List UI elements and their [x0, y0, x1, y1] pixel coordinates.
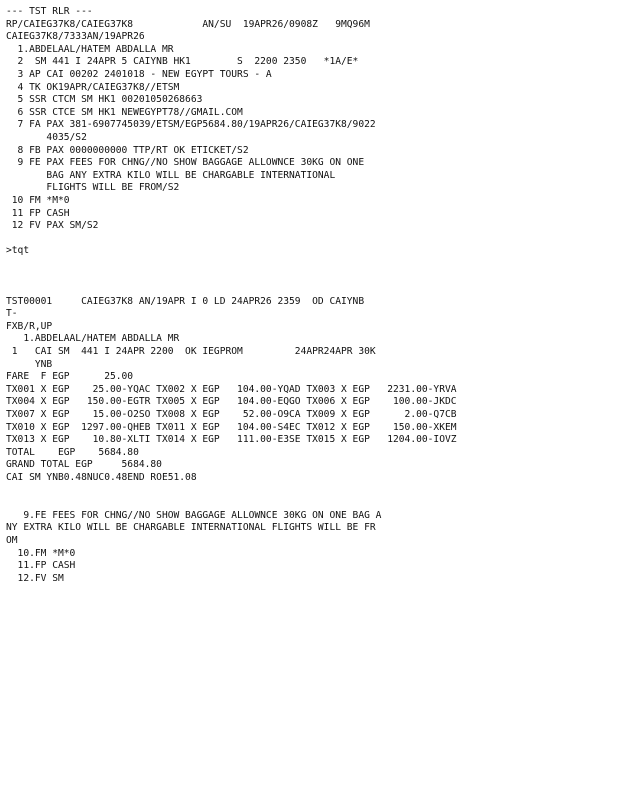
- terminal-line: 10.FM *M*0: [6, 547, 76, 559]
- terminal-line: YNB: [6, 358, 53, 370]
- terminal-line: 11.FP CASH: [6, 560, 76, 572]
- terminal-line: 1 CAI SM 441 I 24APR 2200 OK IEGPROM 24APR24APR 30K: [6, 346, 376, 358]
- terminal-line: [6, 283, 618, 296]
- terminal-line: TX001 X EGP 25.00-YQAC TX002 X EGP 104.00-YQAD TX003 X EGP 2231.00-YRVA: [6, 383, 457, 395]
- terminal-line: 5 SSR CTCM SM HK1 00201050268663: [6, 94, 203, 106]
- terminal-line: CAI SM YNB0.48NUC0.48END ROE51.08: [6, 471, 197, 483]
- terminal-line: 4 TK OK19APR/CAIEG37K8//ETSM: [6, 81, 180, 93]
- terminal-line: 9 FE PAX FEES FOR CHNG//NO SHOW BAGGAGE ALLOWNCE 30KG ON ONE: [6, 157, 365, 169]
- terminal-line: RP/CAIEG37K8/CAIEG37K8 AN/SU 19APR26/0908Z 9MQ96M: [6, 18, 370, 30]
- terminal-line: FLIGHTS WILL BE FROM/S2: [6, 182, 180, 194]
- terminal-line: TX007 X EGP 15.00-O2SO TX008 X EGP 52.00-O9CA TX009 X EGP 2.00-Q7CB: [6, 409, 457, 420]
- terminal-line: FARE F EGP 25.00: [6, 371, 134, 383]
- terminal-line: 10 FM *M*0: [6, 194, 70, 206]
- terminal-line: TX010 X EGP 1297.00-QHEB TX011 X EGP 104.00-S4EC TX012 X EGP 150.00-XKEM: [6, 421, 457, 433]
- terminal-line: TX013 X EGP 10.80-XLTI TX014 X EGP 111.00-E3SE TX015 X EGP 1204.00-IOVZ: [6, 434, 457, 446]
- terminal-line: 9.FE FEES FOR CHNG//NO SHOW BAGGAGE ALLOWNCE 30KG ON ONE BAG A: [6, 509, 382, 521]
- terminal-line: 12.FV SM: [6, 572, 64, 584]
- terminal-line: [6, 258, 618, 271]
- terminal-line: [6, 233, 618, 246]
- terminal-line: 8 FB PAX 0000000000 TTP/RT OK ETICKET/S2: [6, 144, 249, 156]
- terminal-line: TST00001 CAIEG37K8 AN/19APR I 0 LD 24APR26 2359 OD CAIYNB: [6, 295, 365, 307]
- command-line[interactable]: >tqt: [6, 245, 30, 257]
- terminal-line: 2 SM 441 I 24APR 5 CAIYNB HK1 S 2200 2350 *1A/E*: [6, 56, 359, 68]
- terminal-line: [6, 485, 618, 498]
- terminal-line: 4035/S2: [6, 131, 87, 143]
- terminal-line: 3 AP CAI 00202 2401018 - NEW EGYPT TOURS - A: [6, 68, 272, 80]
- terminal-line: 1.ABDELAAL/HATEM ABDALLA MR: [6, 333, 180, 345]
- terminal-line: 11 FP CASH: [6, 207, 70, 219]
- terminal-line: NY EXTRA KILO WILL BE CHARGABLE INTERNATIONAL FLIGHTS WILL BE FR: [6, 522, 376, 534]
- terminal-line: 1.ABDELAAL/HATEM ABDALLA MR: [6, 43, 174, 55]
- terminal-line: BAG ANY EXTRA KILO WILL BE CHARGABLE INTERNATIONAL: [6, 169, 336, 181]
- terminal-line: [6, 497, 618, 510]
- terminal-line: CAIEG37K8/7333AN/19APR26: [6, 31, 145, 43]
- terminal-line: --- TST RLR ---: [6, 6, 93, 17]
- terminal-line: FXB/R,UP: [6, 320, 53, 332]
- terminal-line: TOTAL EGP 5684.80: [6, 446, 139, 458]
- terminal-line: 6 SSR CTCE SM HK1 NEWEGYPT78//GMAIL.COM: [6, 106, 243, 118]
- terminal-line: 12 FV PAX SM/S2: [6, 220, 99, 232]
- terminal-line: TX004 X EGP 150.00-EGTR TX005 X EGP 104.00-EQGO TX006 X EGP 100.00-JKDC: [6, 396, 457, 408]
- terminal-line: OM: [6, 534, 18, 546]
- terminal-line: [6, 270, 618, 283]
- terminal-line: T-: [6, 308, 18, 320]
- terminal-line: GRAND TOTAL EGP 5684.80: [6, 459, 162, 471]
- terminal-line: 7 FA PAX 381-6907745039/ETSM/EGP5684.80/19APR26/CAIEG37K8/9022: [6, 119, 376, 131]
